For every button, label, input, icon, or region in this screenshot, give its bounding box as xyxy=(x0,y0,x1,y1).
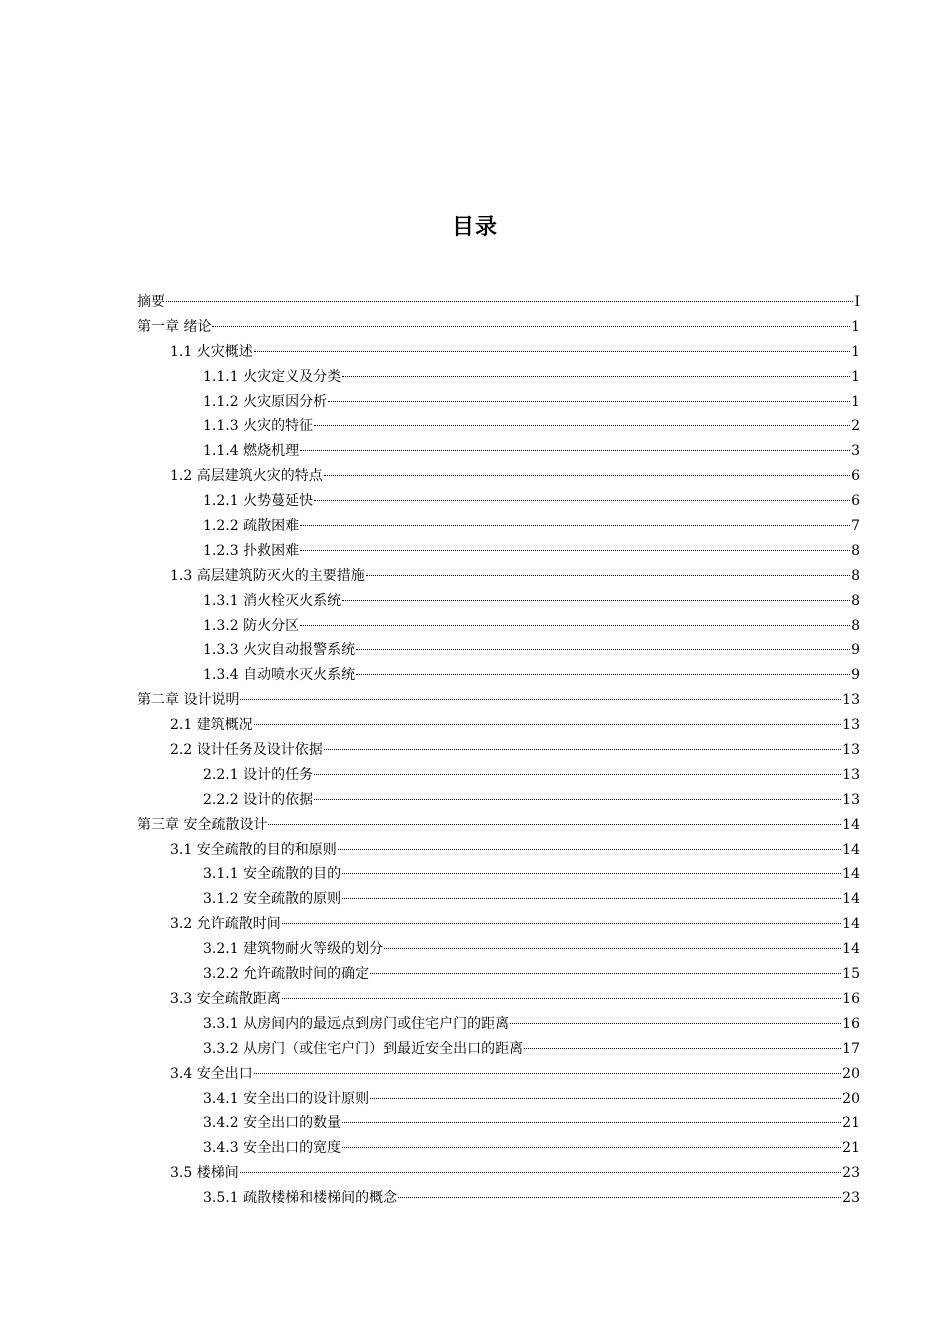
toc-entry[interactable] xyxy=(137,1087,860,1112)
toc-entry[interactable] xyxy=(137,1161,860,1186)
toc-entry[interactable] xyxy=(137,1111,860,1136)
toc-dot-leader xyxy=(282,923,841,924)
toc-page-number: 13 xyxy=(842,766,860,783)
toc-dot-leader xyxy=(314,774,841,775)
toc-entry[interactable] xyxy=(137,838,860,863)
toc-page-number: 15 xyxy=(842,966,860,983)
toc-page-number: 13 xyxy=(842,692,860,709)
toc-entry-label: 3.3 安全疏散距离 xyxy=(170,990,281,1007)
toc-dot-leader xyxy=(324,475,850,476)
toc-entry[interactable] xyxy=(137,464,860,489)
toc-entry-label: 3.1.1 安全疏散的目的 xyxy=(203,866,342,883)
toc-entry[interactable] xyxy=(137,1136,860,1161)
toc-dot-leader xyxy=(338,849,841,850)
toc-entry-label: 1.1.4 燃烧机理 xyxy=(203,443,300,460)
toc-entry-label: 1.1.1 火灾定义及分类 xyxy=(203,368,342,385)
toc-dot-leader xyxy=(212,326,850,327)
toc-page-number: 9 xyxy=(851,667,860,684)
toc-entry-label: 3.2.1 建筑物耐火等级的划分 xyxy=(203,941,384,958)
toc-entry[interactable] xyxy=(137,589,860,614)
toc-dot-leader xyxy=(342,1147,841,1148)
toc-entry[interactable] xyxy=(137,688,860,713)
toc-page-number: 16 xyxy=(842,1015,860,1032)
toc-entry[interactable] xyxy=(137,713,860,738)
toc-dot-leader xyxy=(524,1048,841,1049)
toc-page-number: 20 xyxy=(842,1065,860,1082)
toc-entry-label: 1.2 高层建筑火灾的特点 xyxy=(170,468,323,485)
toc-entry[interactable] xyxy=(137,912,860,937)
toc-page-number: 8 xyxy=(851,617,860,634)
toc-entry[interactable] xyxy=(137,1186,860,1211)
toc-page-number: 6 xyxy=(851,468,860,485)
toc-page-number: 7 xyxy=(851,518,860,535)
toc-dot-leader xyxy=(282,998,841,999)
toc-page-number: 14 xyxy=(842,841,860,858)
toc-dot-leader xyxy=(342,1122,841,1123)
toc-dot-leader xyxy=(356,674,850,675)
toc-entry-label: 3.1 安全疏散的目的和原则 xyxy=(170,841,337,858)
toc-entry[interactable] xyxy=(137,514,860,539)
toc-page-number: 8 xyxy=(851,542,860,559)
toc-entry[interactable] xyxy=(137,987,860,1012)
toc-page-number: 1 xyxy=(851,393,860,410)
toc-entry-label: 摘要 xyxy=(137,294,165,310)
toc-page-number: 6 xyxy=(851,493,860,510)
toc-page-number: 21 xyxy=(842,1115,860,1132)
toc-entry-label: 1.3.2 防火分区 xyxy=(203,617,300,634)
toc-dot-leader xyxy=(328,401,850,402)
toc-entry-label: 3.5.1 疏散楼梯和楼梯间的概念 xyxy=(203,1190,398,1207)
toc-entry-label: 1.3.3 火灾自动报警系统 xyxy=(203,642,356,659)
toc-entry-label: 第一章 绪论 xyxy=(137,318,212,335)
toc-entry-label: 1.1.3 火灾的特征 xyxy=(203,418,314,435)
table-of-contents xyxy=(137,290,860,1211)
toc-dot-leader xyxy=(240,1172,841,1173)
toc-page-number: 9 xyxy=(851,642,860,659)
toc-entry[interactable] xyxy=(137,763,860,788)
toc-entry-label: 1.2.1 火势蔓延快 xyxy=(203,493,314,510)
toc-entry-label: 3.2 允许疏散时间 xyxy=(170,916,281,933)
toc-dot-leader xyxy=(254,724,841,725)
toc-dot-leader xyxy=(314,500,850,501)
toc-entry[interactable] xyxy=(137,1012,860,1037)
toc-entry[interactable] xyxy=(137,614,860,639)
toc-page-number: 13 xyxy=(842,791,860,808)
toc-page-number: 20 xyxy=(842,1090,860,1107)
toc-dot-leader xyxy=(510,1023,841,1024)
toc-entry[interactable] xyxy=(137,365,860,390)
toc-entry[interactable] xyxy=(137,564,860,589)
toc-page-number: 14 xyxy=(842,866,860,883)
toc-entry-label: 2.1 建筑概况 xyxy=(170,717,253,734)
toc-entry-label: 2.2.1 设计的任务 xyxy=(203,766,314,783)
toc-entry-label: 3.1.2 安全疏散的原则 xyxy=(203,891,342,908)
toc-entry-label: 3.4.3 安全出口的宽度 xyxy=(203,1140,342,1157)
toc-dot-leader xyxy=(300,550,850,551)
toc-entry-label: 1.2.2 疏散困难 xyxy=(203,518,300,535)
toc-page-number: 14 xyxy=(842,891,860,908)
toc-entry[interactable] xyxy=(137,813,860,838)
toc-entry[interactable] xyxy=(137,539,860,564)
toc-dot-leader xyxy=(324,749,841,750)
toc-page-number: I xyxy=(854,294,860,310)
toc-entry[interactable] xyxy=(137,290,860,315)
toc-dot-leader xyxy=(300,625,850,626)
toc-page-number: 14 xyxy=(842,916,860,933)
toc-entry[interactable] xyxy=(137,1062,860,1087)
toc-page-number: 14 xyxy=(842,816,860,833)
toc-dot-leader xyxy=(240,699,841,700)
toc-entry[interactable] xyxy=(137,489,860,514)
toc-page-number: 13 xyxy=(842,742,860,759)
toc-dot-leader xyxy=(342,898,841,899)
toc-dot-leader xyxy=(356,649,850,650)
toc-entry-label: 第二章 设计说明 xyxy=(137,692,240,709)
toc-page-number: 13 xyxy=(842,717,860,734)
toc-entry-label: 3.4.2 安全出口的数量 xyxy=(203,1115,342,1132)
toc-page-number: 1 xyxy=(851,343,860,360)
toc-page-number: 16 xyxy=(842,990,860,1007)
toc-dot-leader xyxy=(268,824,841,825)
toc-dot-leader xyxy=(370,973,841,974)
toc-page-number: 2 xyxy=(851,418,860,435)
toc-entry[interactable] xyxy=(137,439,860,464)
toc-entry[interactable] xyxy=(137,862,860,887)
toc-dot-leader xyxy=(366,575,850,576)
toc-entry-label: 1.3.1 消火栓灭火系统 xyxy=(203,592,342,609)
toc-page-number: 17 xyxy=(842,1040,860,1057)
toc-entry[interactable] xyxy=(137,390,860,415)
toc-entry-label: 1.1 火灾概述 xyxy=(170,343,253,360)
toc-dot-leader xyxy=(300,450,850,451)
toc-page-number: 3 xyxy=(851,443,860,460)
toc-dot-leader xyxy=(398,1197,841,1198)
toc-entry[interactable] xyxy=(137,887,860,912)
toc-entry-label: 3.2.2 允许疏散时间的确定 xyxy=(203,966,370,983)
toc-entry-label: 2.2 设计任务及设计依据 xyxy=(170,742,323,759)
toc-entry[interactable] xyxy=(137,638,860,663)
toc-entry-label: 3.4 安全出口 xyxy=(170,1065,253,1082)
toc-entry-label: 2.2.2 设计的依据 xyxy=(203,791,314,808)
toc-dot-leader xyxy=(254,351,850,352)
toc-entry[interactable] xyxy=(137,340,860,365)
toc-entry-label: 1.1.2 火灾原因分析 xyxy=(203,393,328,410)
toc-entry[interactable] xyxy=(137,1037,860,1062)
toc-entry-label: 3.4.1 安全出口的设计原则 xyxy=(203,1090,370,1107)
toc-dot-leader xyxy=(384,948,841,949)
toc-entry[interactable] xyxy=(137,937,860,962)
toc-dot-leader xyxy=(254,1073,841,1074)
toc-dot-leader xyxy=(314,425,850,426)
toc-dot-leader xyxy=(370,1098,841,1099)
page-title: 目录 xyxy=(451,215,498,240)
toc-entry-label: 1.3.4 自动喷水灭火系统 xyxy=(203,667,356,684)
toc-page-number: 14 xyxy=(842,941,860,958)
toc-page-number: 1 xyxy=(851,368,860,385)
toc-entry[interactable] xyxy=(137,962,860,987)
toc-entry[interactable] xyxy=(137,738,860,763)
toc-dot-leader xyxy=(300,525,850,526)
toc-page-number: 8 xyxy=(851,592,860,609)
toc-entry-label: 3.5 楼梯间 xyxy=(170,1165,239,1182)
toc-entry-label: 1.2.3 扑救困难 xyxy=(203,542,300,559)
toc-dot-leader xyxy=(314,799,841,800)
toc-entry-label: 第三章 安全疏散设计 xyxy=(137,816,268,833)
toc-entry-label: 3.3.1 从房间内的最远点到房门或住宅户门的距离 xyxy=(203,1015,510,1032)
toc-dot-leader xyxy=(166,301,853,302)
toc-entry[interactable] xyxy=(137,414,860,439)
toc-dot-leader xyxy=(342,600,850,601)
toc-entry-label: 1.3 高层建筑防灭火的主要措施 xyxy=(170,567,365,584)
toc-entry[interactable] xyxy=(137,663,860,688)
toc-page-number: 1 xyxy=(851,318,860,335)
toc-dot-leader xyxy=(342,376,850,377)
toc-page-number: 23 xyxy=(842,1190,860,1207)
toc-page-number: 8 xyxy=(851,567,860,584)
toc-dot-leader xyxy=(342,873,841,874)
toc-entry[interactable] xyxy=(137,315,860,340)
toc-entry-label: 3.3.2 从房门（或住宅户门）到最近安全出口的距离 xyxy=(203,1040,524,1057)
toc-page-number: 23 xyxy=(842,1165,860,1182)
toc-page-number: 21 xyxy=(842,1140,860,1157)
toc-entry[interactable] xyxy=(137,788,860,813)
